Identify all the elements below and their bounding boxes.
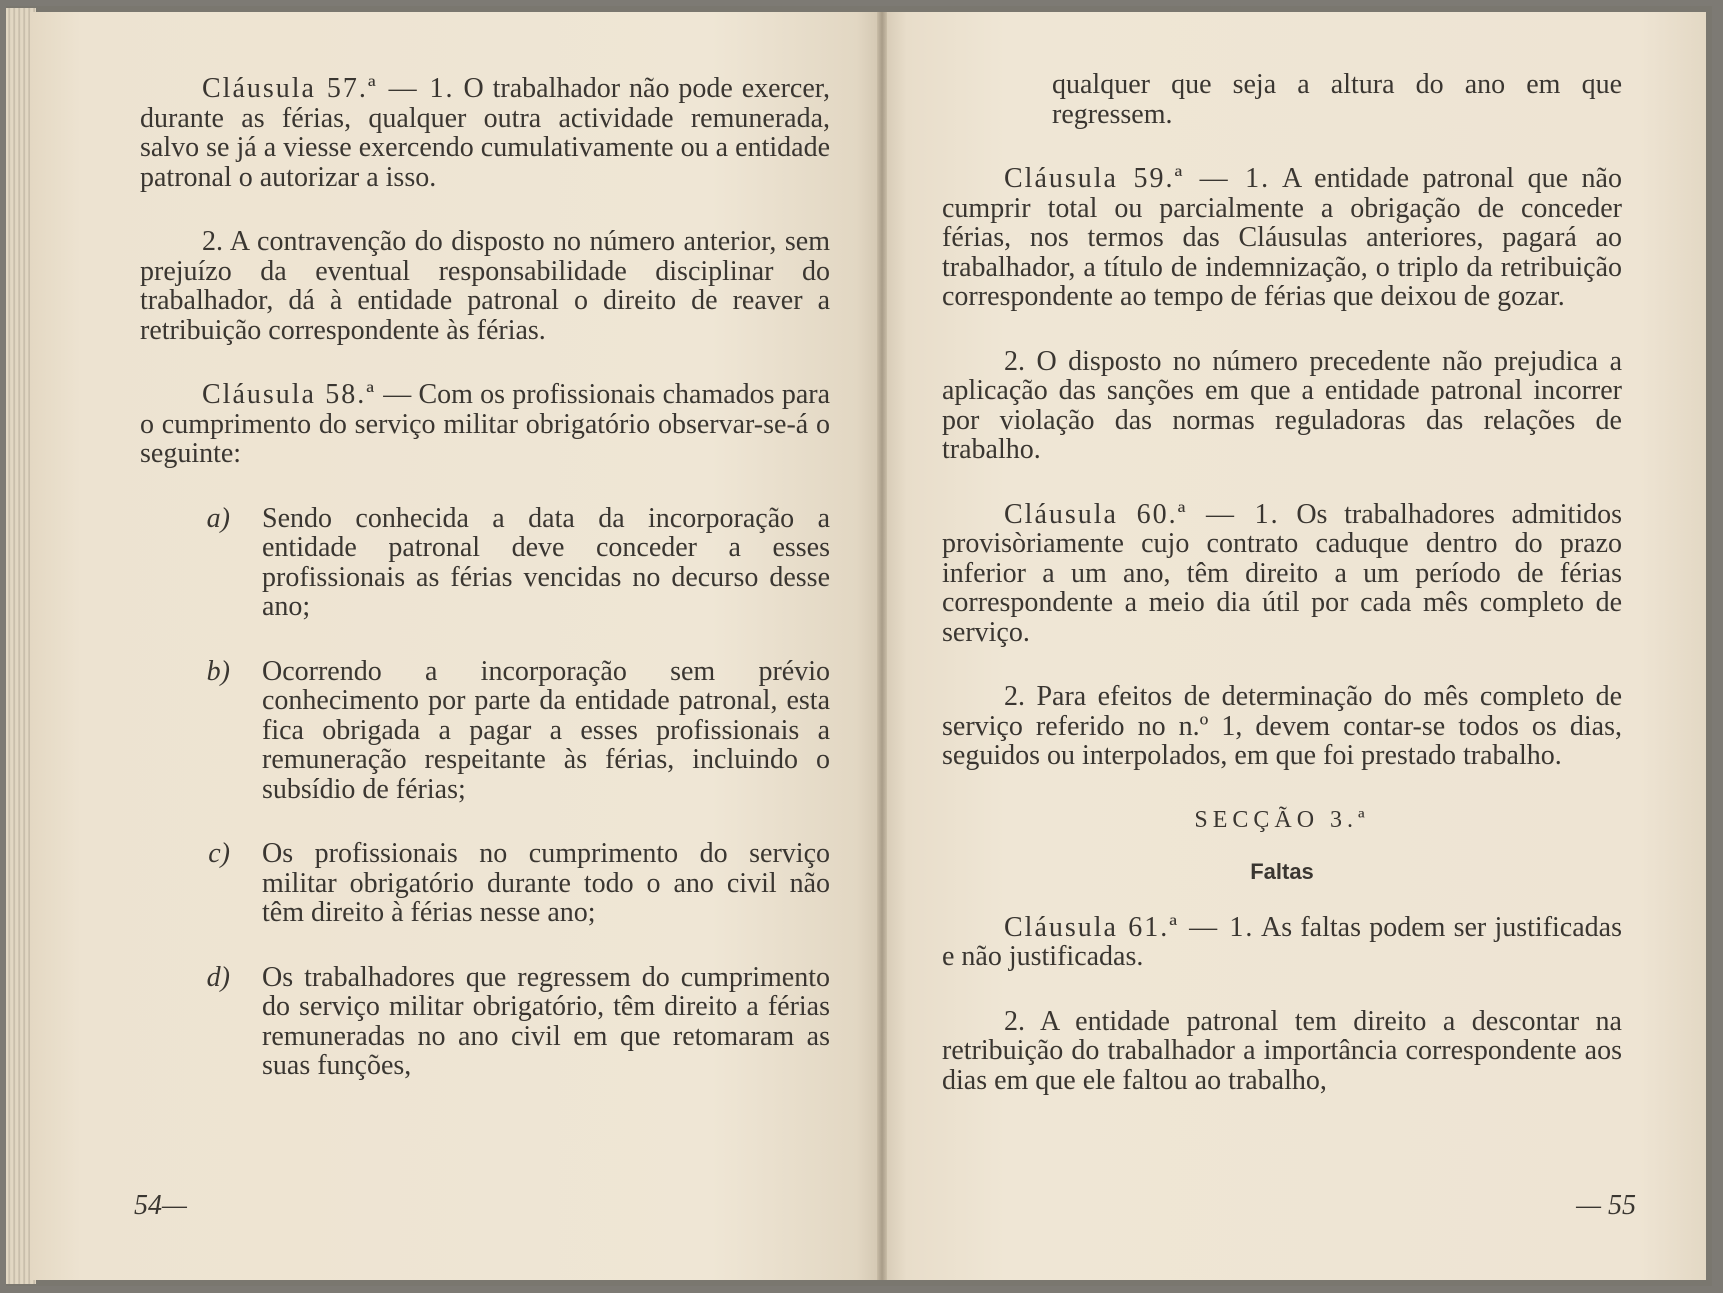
section-heading: SECÇÃO 3.ª [1194, 806, 1370, 833]
clausula-60-paragraph-1 [942, 500, 1622, 648]
right-page [882, 12, 1706, 1280]
clausula-58-heading: Cláusula 58.ª [202, 379, 376, 410]
left-page [30, 12, 882, 1280]
clausula-61-paragraph-2: 2. A entidade patronal tem direito a descontar na retribuição do trabalhador a importância correspondente aos dias em que ele faltou ao trabalho, [942, 1005, 1622, 1096]
list-item [140, 963, 830, 1081]
clausula-59-text: A entidade patronal que não cumprir total ou parcialmente a obrigação de conceder férias, nos termos das Cláusulas anteriores, pagará ao trabalhador, a título de indemnização, o triplo da retribuição correspondente ao tempo de férias que deixou de gozar. [942, 163, 1622, 312]
clausula-59-paragraph-2: 2. O disposto no número precedente não prejudica a aplicação das sanções em que a entidade patronal incorrer por violação das normas reguladoras das relações de trabalho. [942, 345, 1622, 465]
page-number: 54— [134, 1190, 187, 1221]
list-item [140, 839, 830, 928]
list-item-text: Os trabalhadores que regressem do cumprimento do serviço militar obrigatório, têm direito a férias remuneradas no ano civil em que retomaram as suas funções, [262, 961, 830, 1081]
list-item-label: c) [208, 838, 230, 869]
clausula-60-text: Os trabalhadores admitidos provisòriamente cujo contrato caduque dentro do prazo inferior a um ano, têm direito a um período de férias correspondente a meio dia útil por cada mês completo de serviço. [942, 498, 1623, 648]
clausula-60-heading: Cláusula 60.ª — 1. [1004, 498, 1280, 530]
clausula-57-paragraph-2: 2. A contravenção do disposto no número anterior, sem prejuízo da eventual responsabilidade disciplinar do trabalhador, dá à entidade patronal o direito de reaver a retribuição correspondente às férias. [140, 226, 830, 346]
list-item-label: d) [206, 961, 230, 993]
clausula-61-text: As faltas podem ser justificadas e não justificadas. [942, 911, 1622, 972]
list-item-label: a) [206, 502, 230, 534]
clausula-59-heading: Cláusula 59.ª — 1. [1004, 163, 1271, 194]
page-number: — 55 [1576, 1190, 1636, 1221]
book-gutter [877, 12, 887, 1280]
clausula-61-paragraph-1 [942, 913, 1622, 972]
clausula-59-paragraph-1 [942, 164, 1622, 312]
clausula-57-text: O trabalhador não pode exercer, durante as férias, qualquer outra actividade remunerada, salvo se já a viesse exercendo cumulativamente ou a entidade patronal o autorizar a isso. [140, 73, 830, 193]
right-page-text [942, 70, 1622, 1095]
list-item [140, 504, 830, 622]
clausula-57-heading: Cláusula 57.ª — 1. [202, 73, 455, 104]
clausula-57-paragraph-1 [140, 74, 830, 192]
list-item-label: b) [206, 655, 230, 687]
list-item [140, 657, 830, 805]
continuation-text: qualquer que seja a altura do ano em que regressem. [1052, 69, 1622, 130]
section-title: Faltas [1250, 859, 1314, 884]
clausula-60-paragraph-2: 2. Para efeitos de determinação do mês completo de serviço referido no n.º 1, devem contar-se todos os dias, seguidos ou interpolados, em que foi prestado trabalho. [942, 681, 1622, 771]
list-item-text: Ocorrendo a incorporação sem prévio conhecimento por parte da entidade patronal, esta fica obrigada a pagar a esses profissionais a remuneração respeitante às férias, incluindo o subsídio de férias; [262, 655, 830, 805]
left-page-text [140, 74, 830, 1081]
clausula-58-intro-text: — Com os profissionais chamados para o cumprimento do serviço militar obrigatório observar-se-á o seguinte: [140, 379, 831, 469]
list-item-text: Sendo conhecida a data da incorporação a entidade patronal deve conceder a esses profissionais as férias vencidas no decurso desse ano; [262, 502, 830, 622]
clausula-58-intro [140, 380, 830, 469]
clausula-61-heading: Cláusula 61.ª — 1. [1004, 911, 1255, 943]
list-item-text: Os profissionais no cumprimento do serviço militar obrigatório durante todo o ano civil não têm direito à férias nesse ano; [262, 838, 830, 928]
